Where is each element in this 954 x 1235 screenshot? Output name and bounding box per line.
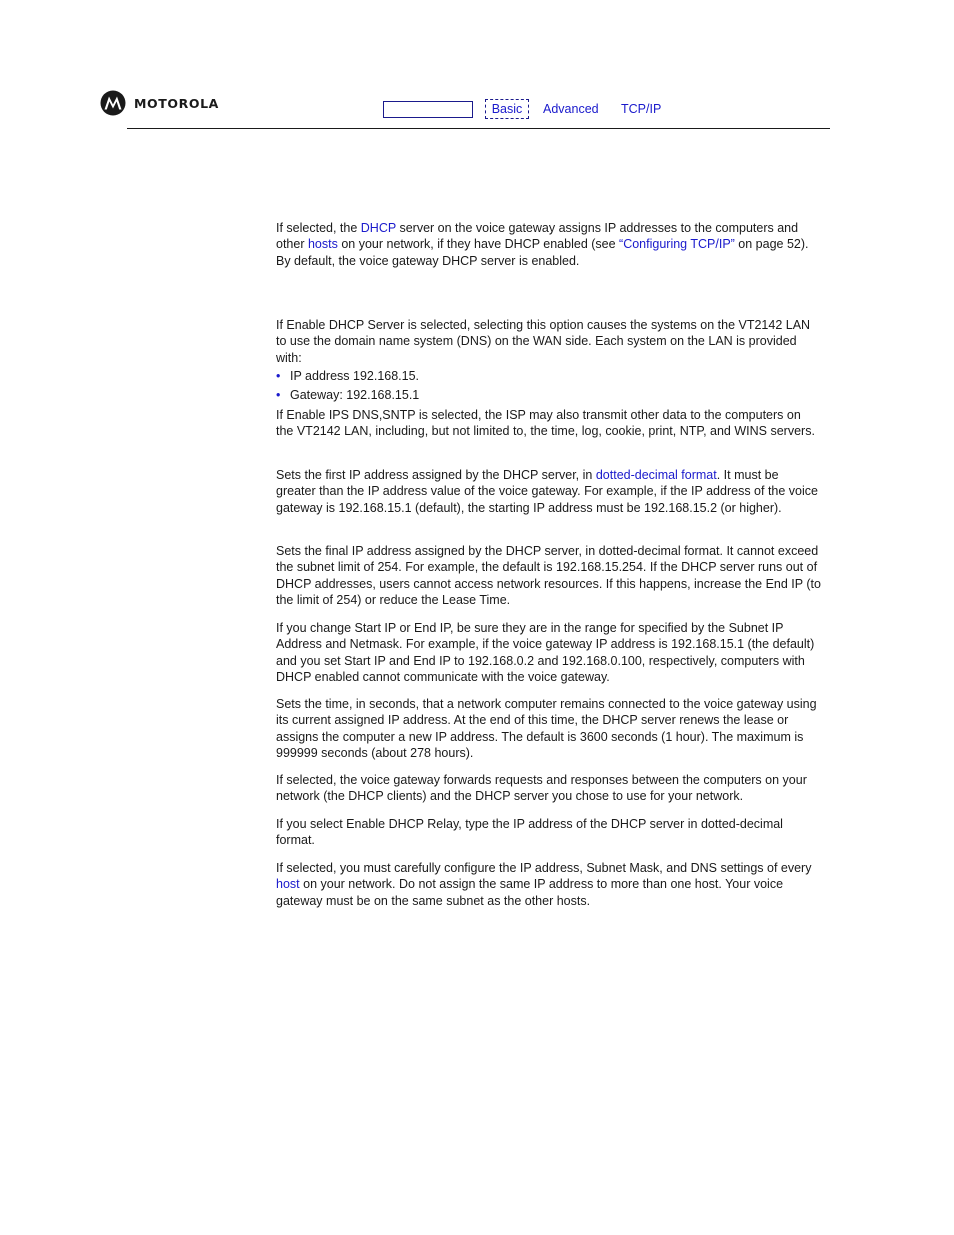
link-dotted-decimal-format[interactable]: dotted-decimal format	[595, 468, 717, 482]
paragraph-end-ip: Sets the final IP address assigned by the DHCP server, in dotted-decimal format. It cannot exceed the subnet limit of 254. For example, the default is 192.168.15.254. If the DHCP server runs out of DHCP addresses, users cannot access network resources. If this happens, increase the End IP (to the limit of 254) or reduce the Lease Time.	[276, 544, 821, 607]
header-divider	[127, 128, 830, 129]
brand-logo	[100, 90, 219, 116]
text-run: If selected, the	[276, 221, 361, 235]
nav-link-tcpip[interactable]: TCP/IP	[621, 102, 662, 116]
nav-link-basic[interactable]: Basic	[485, 99, 529, 119]
paragraph-dhcp-server	[276, 220, 821, 269]
link-dhcp[interactable]: DHCP	[360, 221, 396, 235]
paragraph-static-ip	[276, 860, 821, 909]
text-run: If selected, you must carefully configure the IP address, Subnet Mask, and DNS settings of every	[276, 861, 812, 875]
paragraph-start-ip	[276, 467, 821, 516]
bullet-icon: •	[276, 369, 281, 383]
search-input[interactable]	[383, 101, 473, 118]
bullet-icon: •	[276, 388, 281, 402]
paragraph-range-note: If you change Start IP or End IP, be sure they are in the range for specified by the Subnet IP Address and Netmask. For example, if the voice gateway IP address is 192.168.15.1 (the default) and you set Start IP and End IP to 192.168.0.2 and 192.168.0.100, respectively, computers with DHCP enabled cannot communicate with the voice gateway.	[276, 621, 815, 684]
link-host[interactable]: host	[276, 877, 300, 892]
text-run: Sets the first IP address assigned by the DHCP server, in	[276, 468, 596, 482]
paragraph-lease-time: Sets the time, in seconds, that a network computer remains connected to the voice gateway using its current assigned IP address. At the end of this time, the DHCP server renews the lease or assigns the computer a new IP address. The default is 3600 seconds (1 hour). The maximum is 999999 seconds (about 278 hours).	[276, 697, 817, 760]
paragraph-dns: If Enable DHCP Server is selected, selecting this option causes the systems on the VT2142 LAN to use the domain name system (DNS) on the WAN side. Each system on the LAN is provided with:	[276, 318, 811, 365]
text-run: on your network, if they have DHCP enabled (see	[337, 237, 620, 252]
nav-link-advanced[interactable]: Advanced	[543, 102, 599, 116]
list-item-text: Gateway: 192.168.15.1	[290, 388, 420, 402]
paragraph-relay-ip: If you select Enable DHCP Relay, type the IP address of the DHCP server in dotted-decimal format.	[276, 817, 783, 848]
link-hosts[interactable]: hosts	[307, 237, 338, 252]
motorola-batwing-logo-icon	[100, 90, 126, 116]
brand-name: MOTOROLA	[134, 95, 219, 111]
list-item-text: IP address 192.168.15.	[290, 369, 420, 383]
text-run: on your network. Do not assign the same IP address to more than one host. Your voice gateway must be on the same subnet as the other hosts.	[276, 877, 784, 908]
paragraph-ips-dns: If Enable IPS DNS,SNTP is selected, the ISP may also transmit other data to the computers on the VT2142 LAN, including, but not limited to, the time, log, cookie, print, NTP, and WINS servers.	[276, 408, 815, 439]
text-run: on page 52). By default, the voice gateway DHCP server is enabled.	[276, 237, 809, 268]
text-run: . It must be greater than the IP address value of the voice gateway. For example, if the IP address of the voice gateway is 192.168.15.1 (default), the starting IP address must be 192.168.15.2 (or higher).	[276, 468, 818, 515]
paragraph-dhcp-relay: If selected, the voice gateway forwards requests and responses between the computers on your network (the DHCP clients) and the DHCP server you chose to use for your network.	[276, 773, 807, 804]
text-run: server on the voice gateway assigns IP addresses to the computers and other	[276, 221, 799, 252]
link-configuring-tcpip[interactable]: “Configuring TCP/IP”	[619, 237, 735, 252]
